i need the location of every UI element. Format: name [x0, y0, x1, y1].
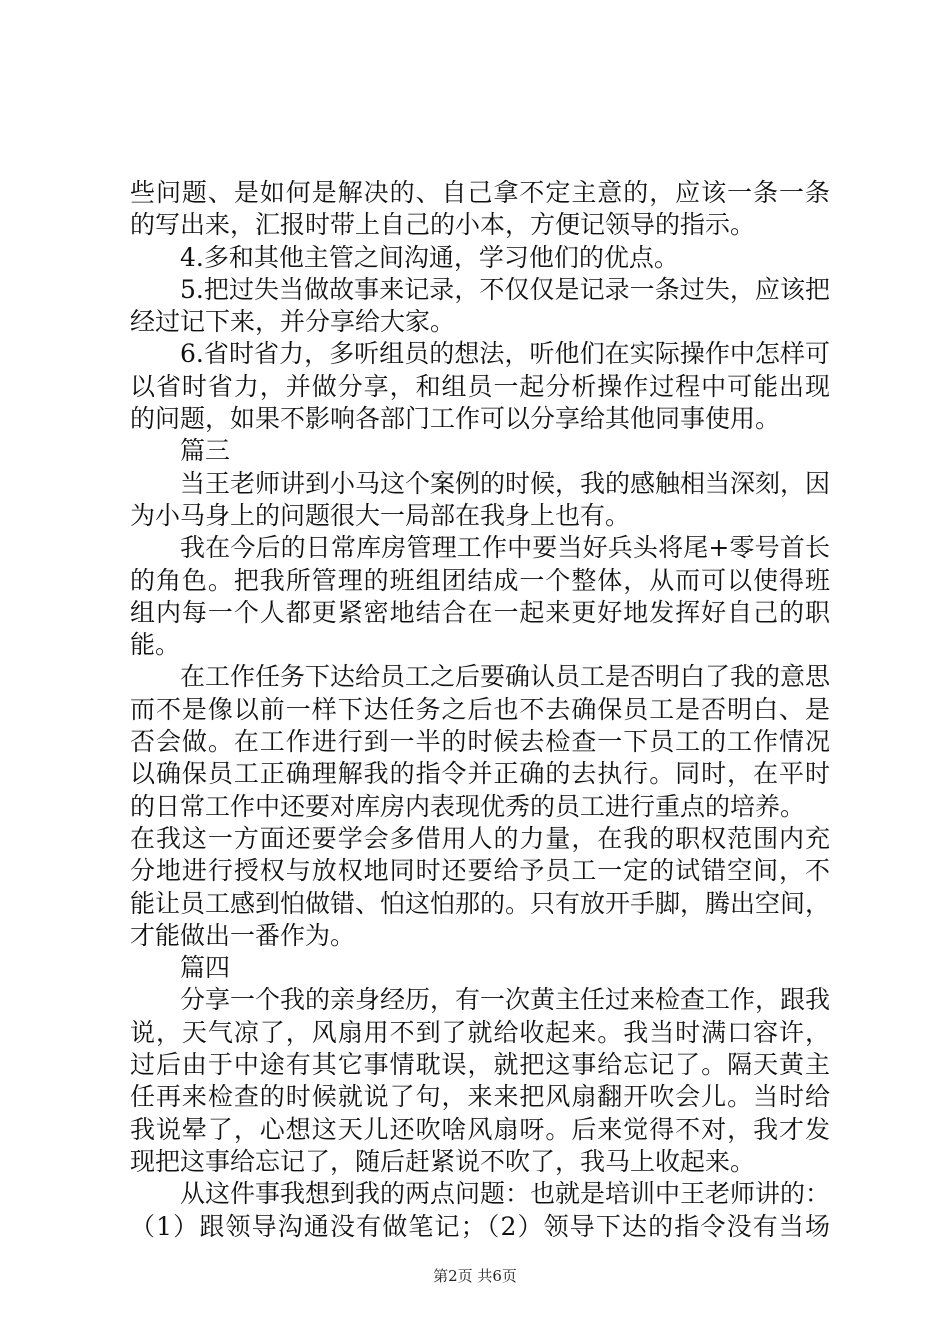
- text-line: 过后由于中途有其它事情耽误，就把这事给忘记了。隔天黄主: [130, 1050, 830, 1080]
- text-line: 4.多和其他主管之间沟通，学习他们的优点。: [180, 242, 679, 272]
- text-line: 我在今后的日常库房管理工作中要当好兵头将尾+零号首长: [180, 533, 830, 563]
- text-line: 能。: [130, 630, 181, 660]
- text-line: 为小马身上的问题很大一局部在我身上也有。: [130, 500, 631, 530]
- page-number-footer: 第2页 共6页: [433, 1267, 517, 1285]
- text-line: 从这件事我想到我的两点问题：也就是培训中王老师讲的：: [180, 1179, 830, 1209]
- text-line: 的角色。把我所管理的班组团结成一个整体，从而可以使得班: [130, 565, 830, 595]
- text-line: 5.把过失当做故事来记录，不仅仅是记录一条过失，应该把: [180, 274, 830, 304]
- text-line: 经过记下来，并分享给大家。: [130, 307, 456, 337]
- text-line: 在我这一方面还要学会多借用人的力量，在我的职权范围内充: [130, 823, 830, 853]
- text-line: 组内每一个人都更紧密地结合在一起来更好地发挥好自己的职: [130, 597, 830, 627]
- text-line: 分地进行授权与放权地同时还要给予员工一定的试错空间，不: [130, 856, 830, 886]
- text-line: （1）跟领导沟通没有做笔记；（2）领导下达的指令没有当场: [130, 1211, 830, 1241]
- text-line: 说，天气凉了，风扇用不到了就给收起来。我当时满口容许，: [130, 1017, 830, 1047]
- text-line: 的日常工作中还要对库房内表现优秀的员工进行重点的培养。: [130, 791, 806, 821]
- text-line: 现把这事给忘记了，随后赶紧说不吹了，我马上收起来。: [130, 1146, 756, 1176]
- text-line: 在工作任务下达给员工之后要确认员工是否明白了我的意思: [180, 662, 830, 692]
- text-line: 而不是像以前一样下达任务之后也不去确保员工是否明白、是: [130, 694, 830, 724]
- text-line: 当王老师讲到小马这个案例的时候，我的感触相当深刻，因: [180, 468, 830, 498]
- text-line: 以确保员工正确理解我的指令并正确的去执行。同时，在平时: [130, 759, 830, 789]
- text-line: 否会做。在工作进行到一半的时候去检查一下员工的工作情况: [130, 727, 830, 757]
- document-body: [130, 177, 830, 1243]
- section-heading: 篇四: [180, 953, 231, 983]
- section-heading: 篇三: [180, 436, 231, 466]
- text-line: 以省时省力，并做分享，和组员一起分析操作过程中可能出现: [130, 371, 830, 401]
- text-line: 6.省时省力，多听组员的想法，听他们在实际操作中怎样可: [180, 339, 830, 369]
- text-line: 的问题，如果不影响各部门工作可以分享给其他同事使用。: [130, 404, 781, 434]
- text-line: 才能做出一番作为。: [130, 920, 356, 950]
- text-line: 些问题、是如何是解决的、自己拿不定主意的，应该一条一条: [130, 178, 830, 207]
- text-line: 任再来检查的时候就说了句，来来把风扇翻开吹会儿。当时给: [130, 1082, 830, 1112]
- text-line: 分享一个我的亲身经历，有一次黄主任过来检查工作，跟我: [180, 985, 830, 1015]
- text-line: 我说晕了，心想这天儿还吹啥风扇呀。后来觉得不对，我才发: [130, 1114, 830, 1144]
- text-line: 能让员工感到怕做错、怕这怕那的。只有放开手脚，腾出空间，: [130, 888, 830, 918]
- text-line: 的写出来，汇报时带上自己的小本，方便记领导的指示。: [130, 210, 756, 240]
